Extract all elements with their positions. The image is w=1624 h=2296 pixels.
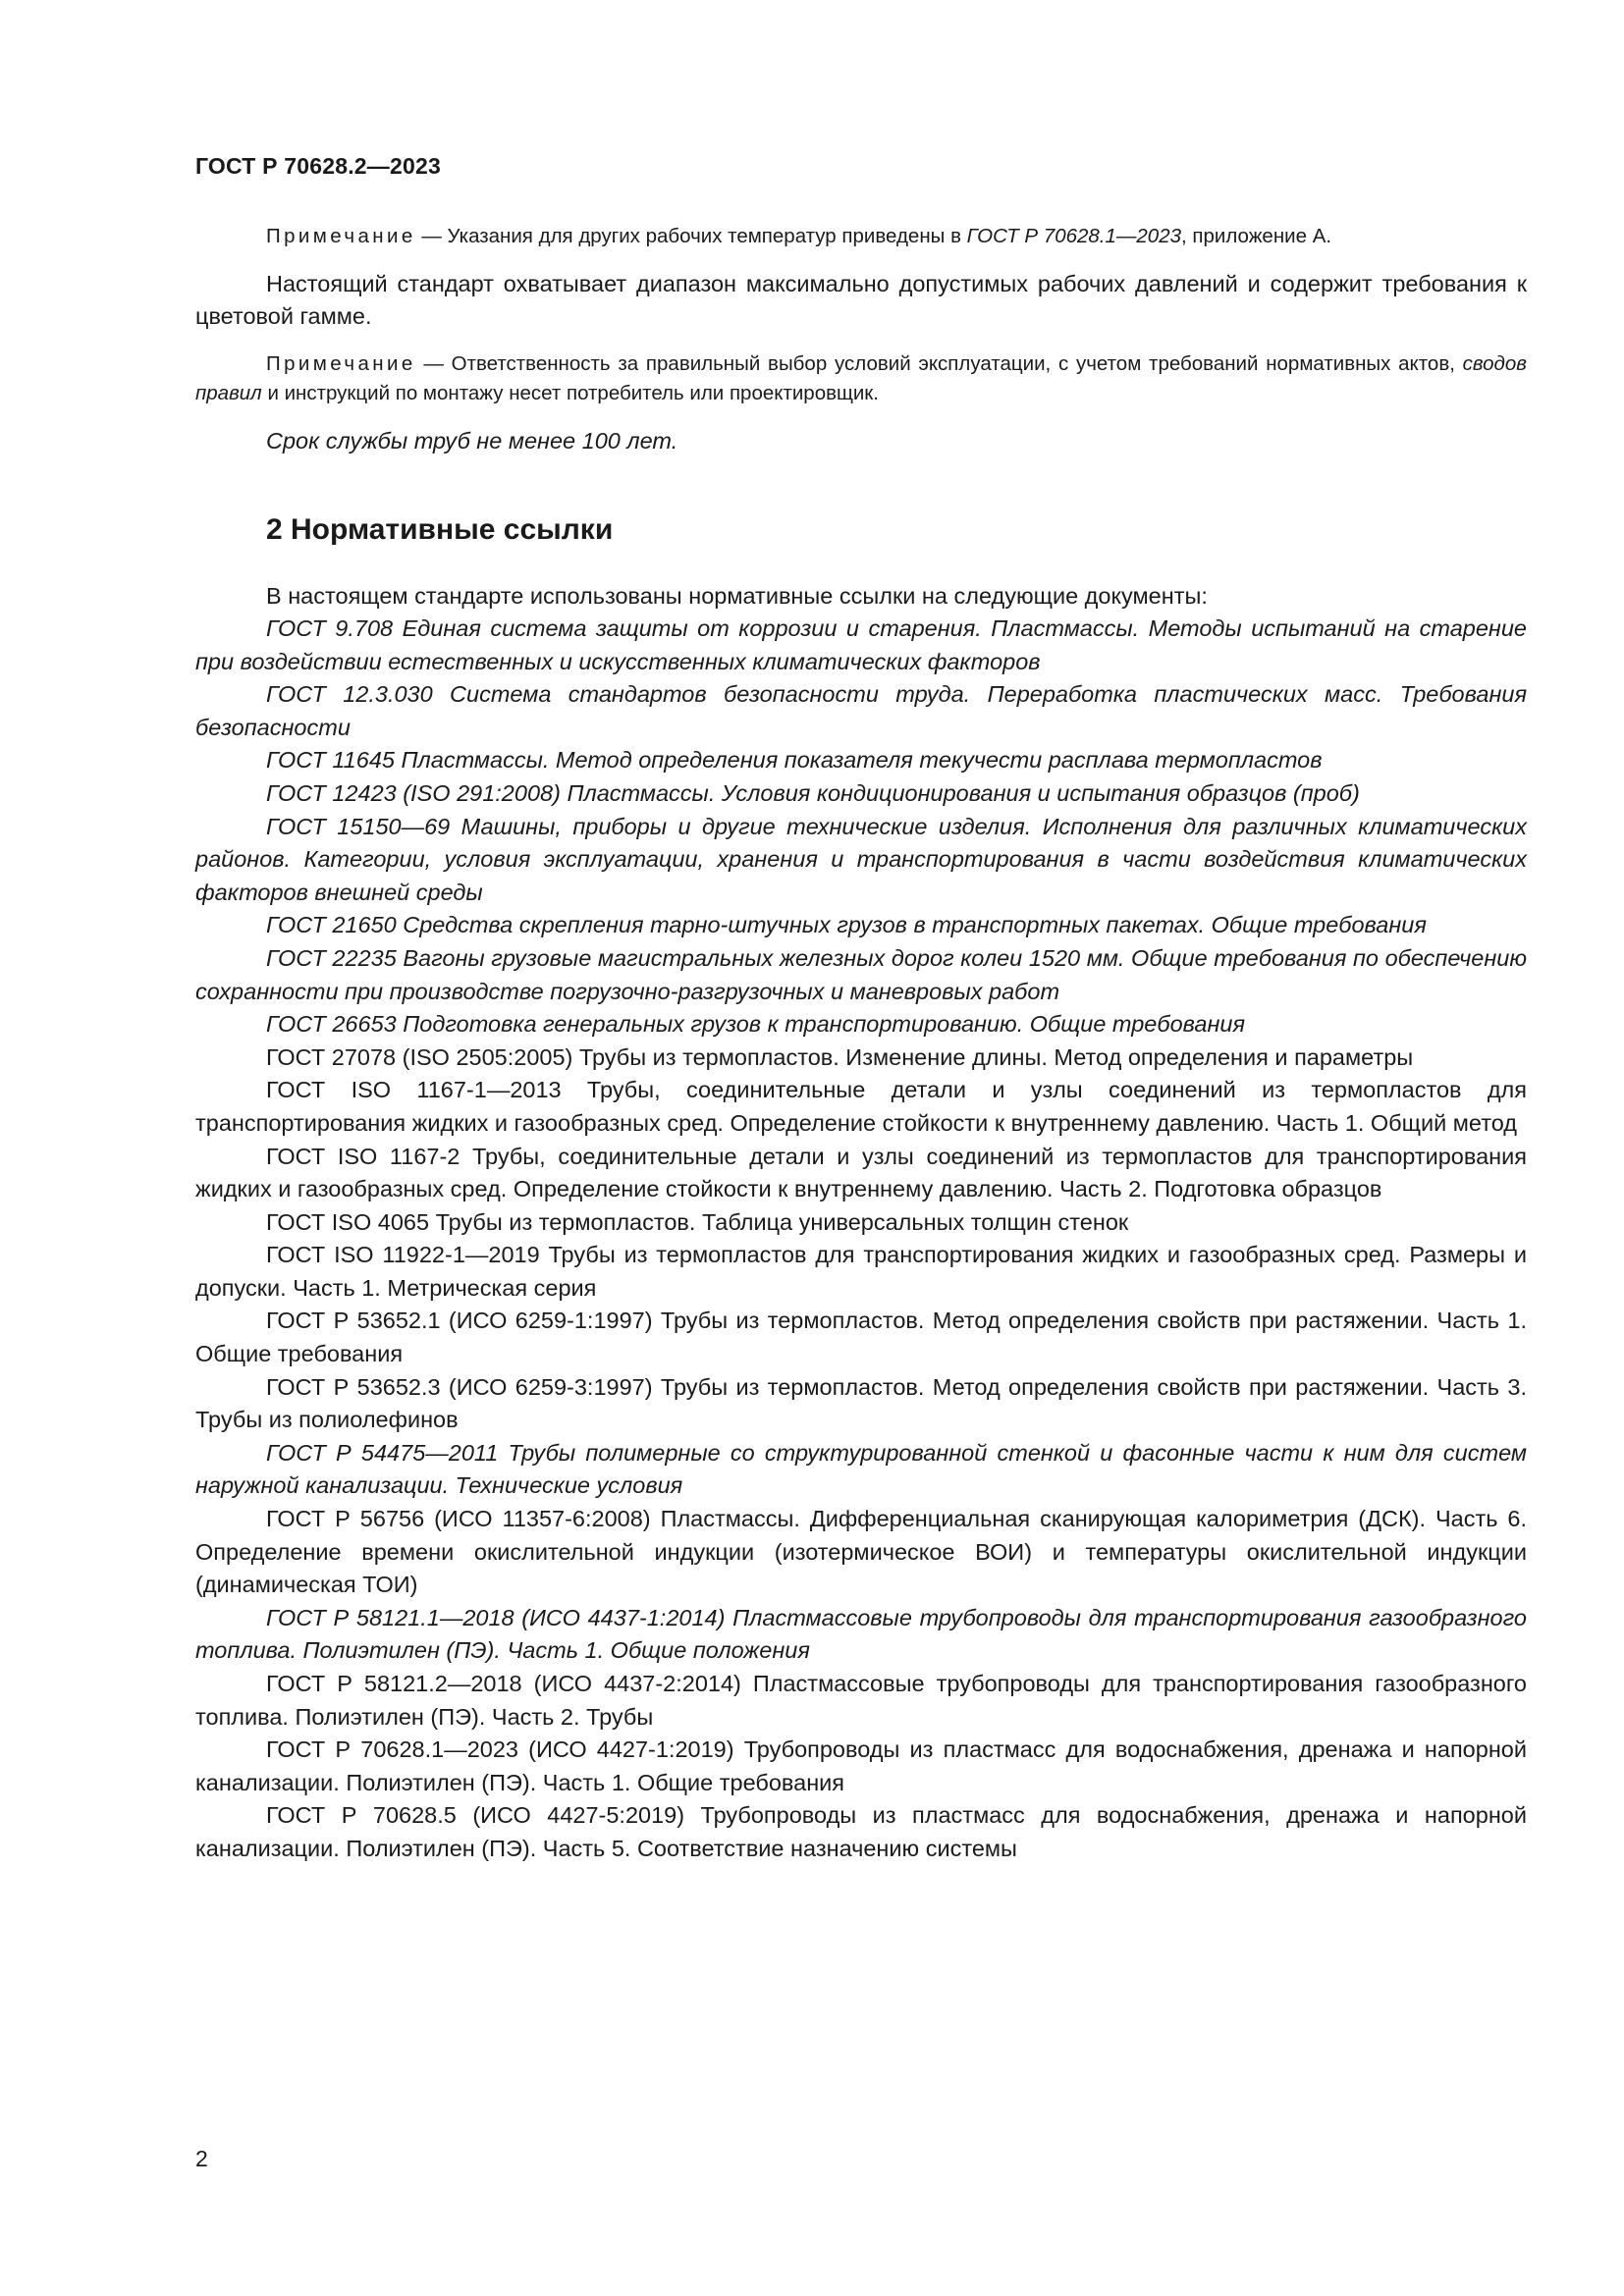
reference-item: ГОСТ 12.3.030 Система стандартов безопасности труда. Переработка пластических масс. Требования безопасности (195, 681, 1527, 740)
note-2-emphasis: сводов правил (195, 352, 1527, 404)
section-intro: В настоящем стандарте использованы нормативные ссылки на следующие документы: (266, 583, 1208, 609)
note-1: Примечание — Указания для других рабочих температур приведены в ГОСТ Р 70628.1—2023, приложение А. (266, 225, 1332, 247)
reference-item: ГОСТ 12423 (ISO 291:2008) Пластмассы. Условия кондиционирования и испытания образцов (проб) (266, 779, 1360, 806)
reference-item: ГОСТ 22235 Вагоны грузовые магистральных железных дорог колеи 1520 мм. Общие требования по обеспечению сохранности при производстве погрузочно-разгрузочных и маневровых работ (195, 944, 1527, 1004)
reference-item: ГОСТ 11645 Пластмассы. Метод определения показателя текучести расплава термопластов (266, 747, 1323, 774)
document-content (195, 222, 1527, 1866)
scope-paragraph: Настоящий стандарт охватывает диапазон максимально допустимых рабочих давлений и содержит требования к цветовой гамме. (195, 271, 1527, 329)
note-1-label: Примечание (266, 225, 416, 247)
reference-item: ГОСТ Р 58121.2—2018 (ИСО 4437-2:2014) Пластмассовые трубопроводы для транспортирования газообразного топлива. Полиэтилен (ПЭ). Часть 2. Трубы (195, 1671, 1527, 1730)
note-2: Примечание — Ответственность за правильный выбор условий эксплуатации, с учетом требований нормативных актов, сводов правил и инструкций по монтажу несет потребитель или проектировщик. (195, 352, 1527, 404)
section-heading: 2 Нормативные ссылки (266, 513, 614, 546)
reference-item: ГОСТ ISO 1167-1—2013 Трубы, соединительные детали и узлы соединений из термопластов для транспортирования жидких и газообразных сред. Определение стойкости к внутреннему давлению. Часть 1. Общий метод (195, 1077, 1527, 1136)
reference-item: ГОСТ ISO 11922-1—2019 Трубы из термопластов для транспортирования жидких и газообразных сред. Размеры и допуски. Часть 1. Метрическая серия (195, 1242, 1527, 1301)
reference-item: ГОСТ Р 53652.1 (ИСО 6259-1:1997) Трубы из термопластов. Метод определения свойств при растяжении. Часть 1. Общие требования (195, 1308, 1527, 1367)
reference-item: ГОСТ Р 70628.1—2023 (ИСО 4427-1:2019) Трубопроводы из пластмасс для водоснабжения, дренажа и напорной канализации. Полиэтилен (ПЭ). Часть 1. Общие требования (195, 1736, 1527, 1795)
document-page (195, 0, 1527, 2296)
reference-item: ГОСТ 15150—69 Машины, приборы и другие технические изделия. Исполнения для различных климатических районов. Категории, условия эксплуатации, хранения и транспортирования в части воздействия климатических факторов внешней среды (195, 813, 1527, 905)
reference-item: ГОСТ Р 58121.1—2018 (ИСО 4437-1:2014) Пластмассовые трубопроводы для транспортирования газообразного топлива. Полиэтилен (ПЭ). Часть 1. Общие положения (195, 1604, 1527, 1664)
note-2-label: Примечание (266, 352, 416, 375)
service-life-paragraph: Срок службы труб не менее 100 лет. (266, 428, 678, 454)
reference-item: ГОСТ ISO 4065 Трубы из термопластов. Таблица универсальных толщин стенок (266, 1208, 1129, 1235)
reference-item: ГОСТ 27078 (ISO 2505:2005) Трубы из термопластов. Изменение длины. Метод определения и параметры (266, 1043, 1414, 1070)
reference-item: ГОСТ ISO 1167-2 Трубы, соединительные детали и узлы соединений из термопластов для транспортирования жидких и газообразных сред. Определение стойкости к внутреннему давлению. Часть 2. Подготовка образцов (195, 1143, 1527, 1202)
reference-item: ГОСТ 21650 Средства скрепления тарно-штучных грузов в транспортных пакетах. Общие требования (266, 912, 1427, 938)
references-list (195, 613, 1527, 1866)
document-header-id: ГОСТ Р 70628.2—2023 (195, 153, 441, 179)
reference-item: ГОСТ 26653 Подготовка генеральных грузов к транспортированию. Общие требования (266, 1011, 1246, 1038)
reference-item: ГОСТ Р 53652.3 (ИСО 6259-3:1997) Трубы из термопластов. Метод определения свойств при растяжении. Часть 3. Трубы из полиолефинов (195, 1373, 1527, 1433)
reference-item: ГОСТ Р 56756 (ИСО 11357-6:2008) Пластмассы. Дифференциальная сканирующая калориметрия (ДСК). Часть 6. Определение времени окислительной индукции (изотермическое ВОИ) и температуры окислительной индукции (динамическая ТОИ) (195, 1506, 1527, 1598)
reference-item: ГОСТ Р 54475—2011 Трубы полимерные со структурированной стенкой и фасонные части к ним для систем наружной канализации. Технические условия (195, 1439, 1527, 1499)
reference-item: ГОСТ 9.708 Единая система защиты от коррозии и старения. Пластмассы. Методы испытаний на старение при воздействии естественных и искусственных климатических факторов (195, 615, 1527, 674)
page-number: 2 (195, 2146, 208, 2171)
reference-item: ГОСТ Р 70628.5 (ИСО 4427-5:2019) Трубопроводы из пластмасс для водоснабжения, дренажа и напорной канализации. Полиэтилен (ПЭ). Часть 5. Соответствие назначению системы (195, 1802, 1527, 1861)
note-1-ref: ГОСТ Р 70628.1—2023 (966, 225, 1182, 247)
